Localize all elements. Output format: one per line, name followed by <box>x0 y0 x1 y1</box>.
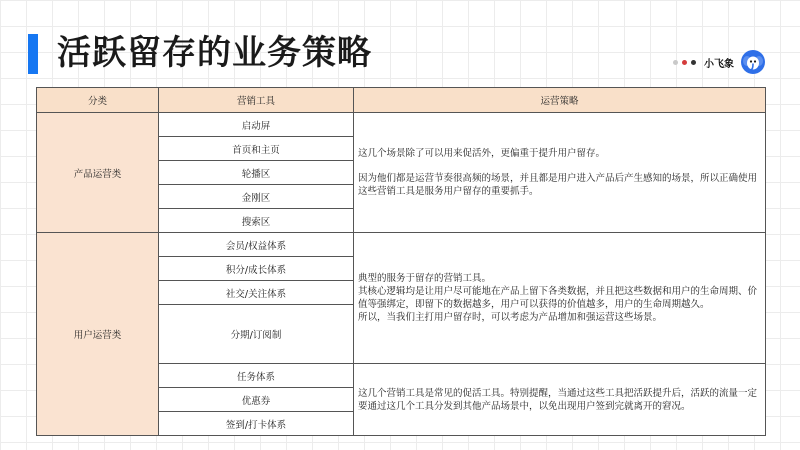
tool-cell: 首页和主页 <box>159 137 354 161</box>
strategy-text: 因为他们都是运营节奏很高频的场景，并且都是用户进入产品后产生感知的场景，所以正确使用这些营销工具是服务用户留存的重要抓手。 <box>358 173 758 197</box>
page-title: 活跃留存的业务策略 <box>57 33 372 73</box>
decorative-dots <box>673 60 696 65</box>
strategy-table <box>36 87 766 436</box>
header-strategy: 运营策略 <box>354 88 766 113</box>
category-cell: 用户运营类 <box>37 233 159 436</box>
strategy-text: 这几个场景除了可以用来促活外，更偏重于提升用户留存。 <box>358 148 606 159</box>
strategy-text: 其核心逻辑均是让用户尽可能地在产品上留下各类数据，并且把这些数据和用户的生命周期、价值等强绑定，即留下的数据越多，用户可以获得的价值越多，用户的生命周期越久。 <box>358 286 758 310</box>
table-row <box>37 113 766 137</box>
tool-cell: 金刚区 <box>159 185 354 209</box>
category-cell: 产品运营类 <box>37 113 159 233</box>
dot-dark <box>691 60 696 65</box>
strategy-text: 典型的服务于留存的营销工具。 <box>358 273 492 284</box>
elephant-mascot-icon <box>740 49 766 75</box>
title-accent-bar <box>28 34 38 74</box>
tool-cell: 优惠券 <box>159 388 354 412</box>
tool-cell: 任务体系 <box>159 364 354 388</box>
tool-cell: 会员/权益体系 <box>159 233 354 257</box>
strategy-cell <box>354 364 766 436</box>
tool-cell: 启动屏 <box>159 113 354 137</box>
strategy-cell <box>354 113 766 233</box>
tool-cell: 积分/成长体系 <box>159 257 354 281</box>
table-row <box>37 233 766 257</box>
dot-gray <box>673 60 678 65</box>
tool-cell: 签到/打卡体系 <box>159 412 354 436</box>
table-header-row <box>37 88 766 113</box>
tool-cell: 社交/关注体系 <box>159 281 354 305</box>
dot-red <box>682 60 687 65</box>
tool-cell: 轮播区 <box>159 161 354 185</box>
tool-cell: 分期/订阅制 <box>159 305 354 364</box>
tool-cell: 搜索区 <box>159 209 354 233</box>
strategy-text: 所以，当我们主打用户留存时，可以考虑为产品增加和强运营这些场景。 <box>358 312 663 323</box>
strategy-cell <box>354 233 766 364</box>
header-category: 分类 <box>37 88 159 113</box>
brand-badge <box>673 49 766 75</box>
header-tool: 营销工具 <box>159 88 354 113</box>
strategy-text: 这几个营销工具是常见的促活工具。特别提醒，当通过这些工具把活跃提升后，活跃的流量一定要通过这几个工具分发到其他产品场景中，以免出现用户签到完就离开的窘况。 <box>358 387 758 412</box>
brand-name: 小飞象 <box>704 58 734 70</box>
